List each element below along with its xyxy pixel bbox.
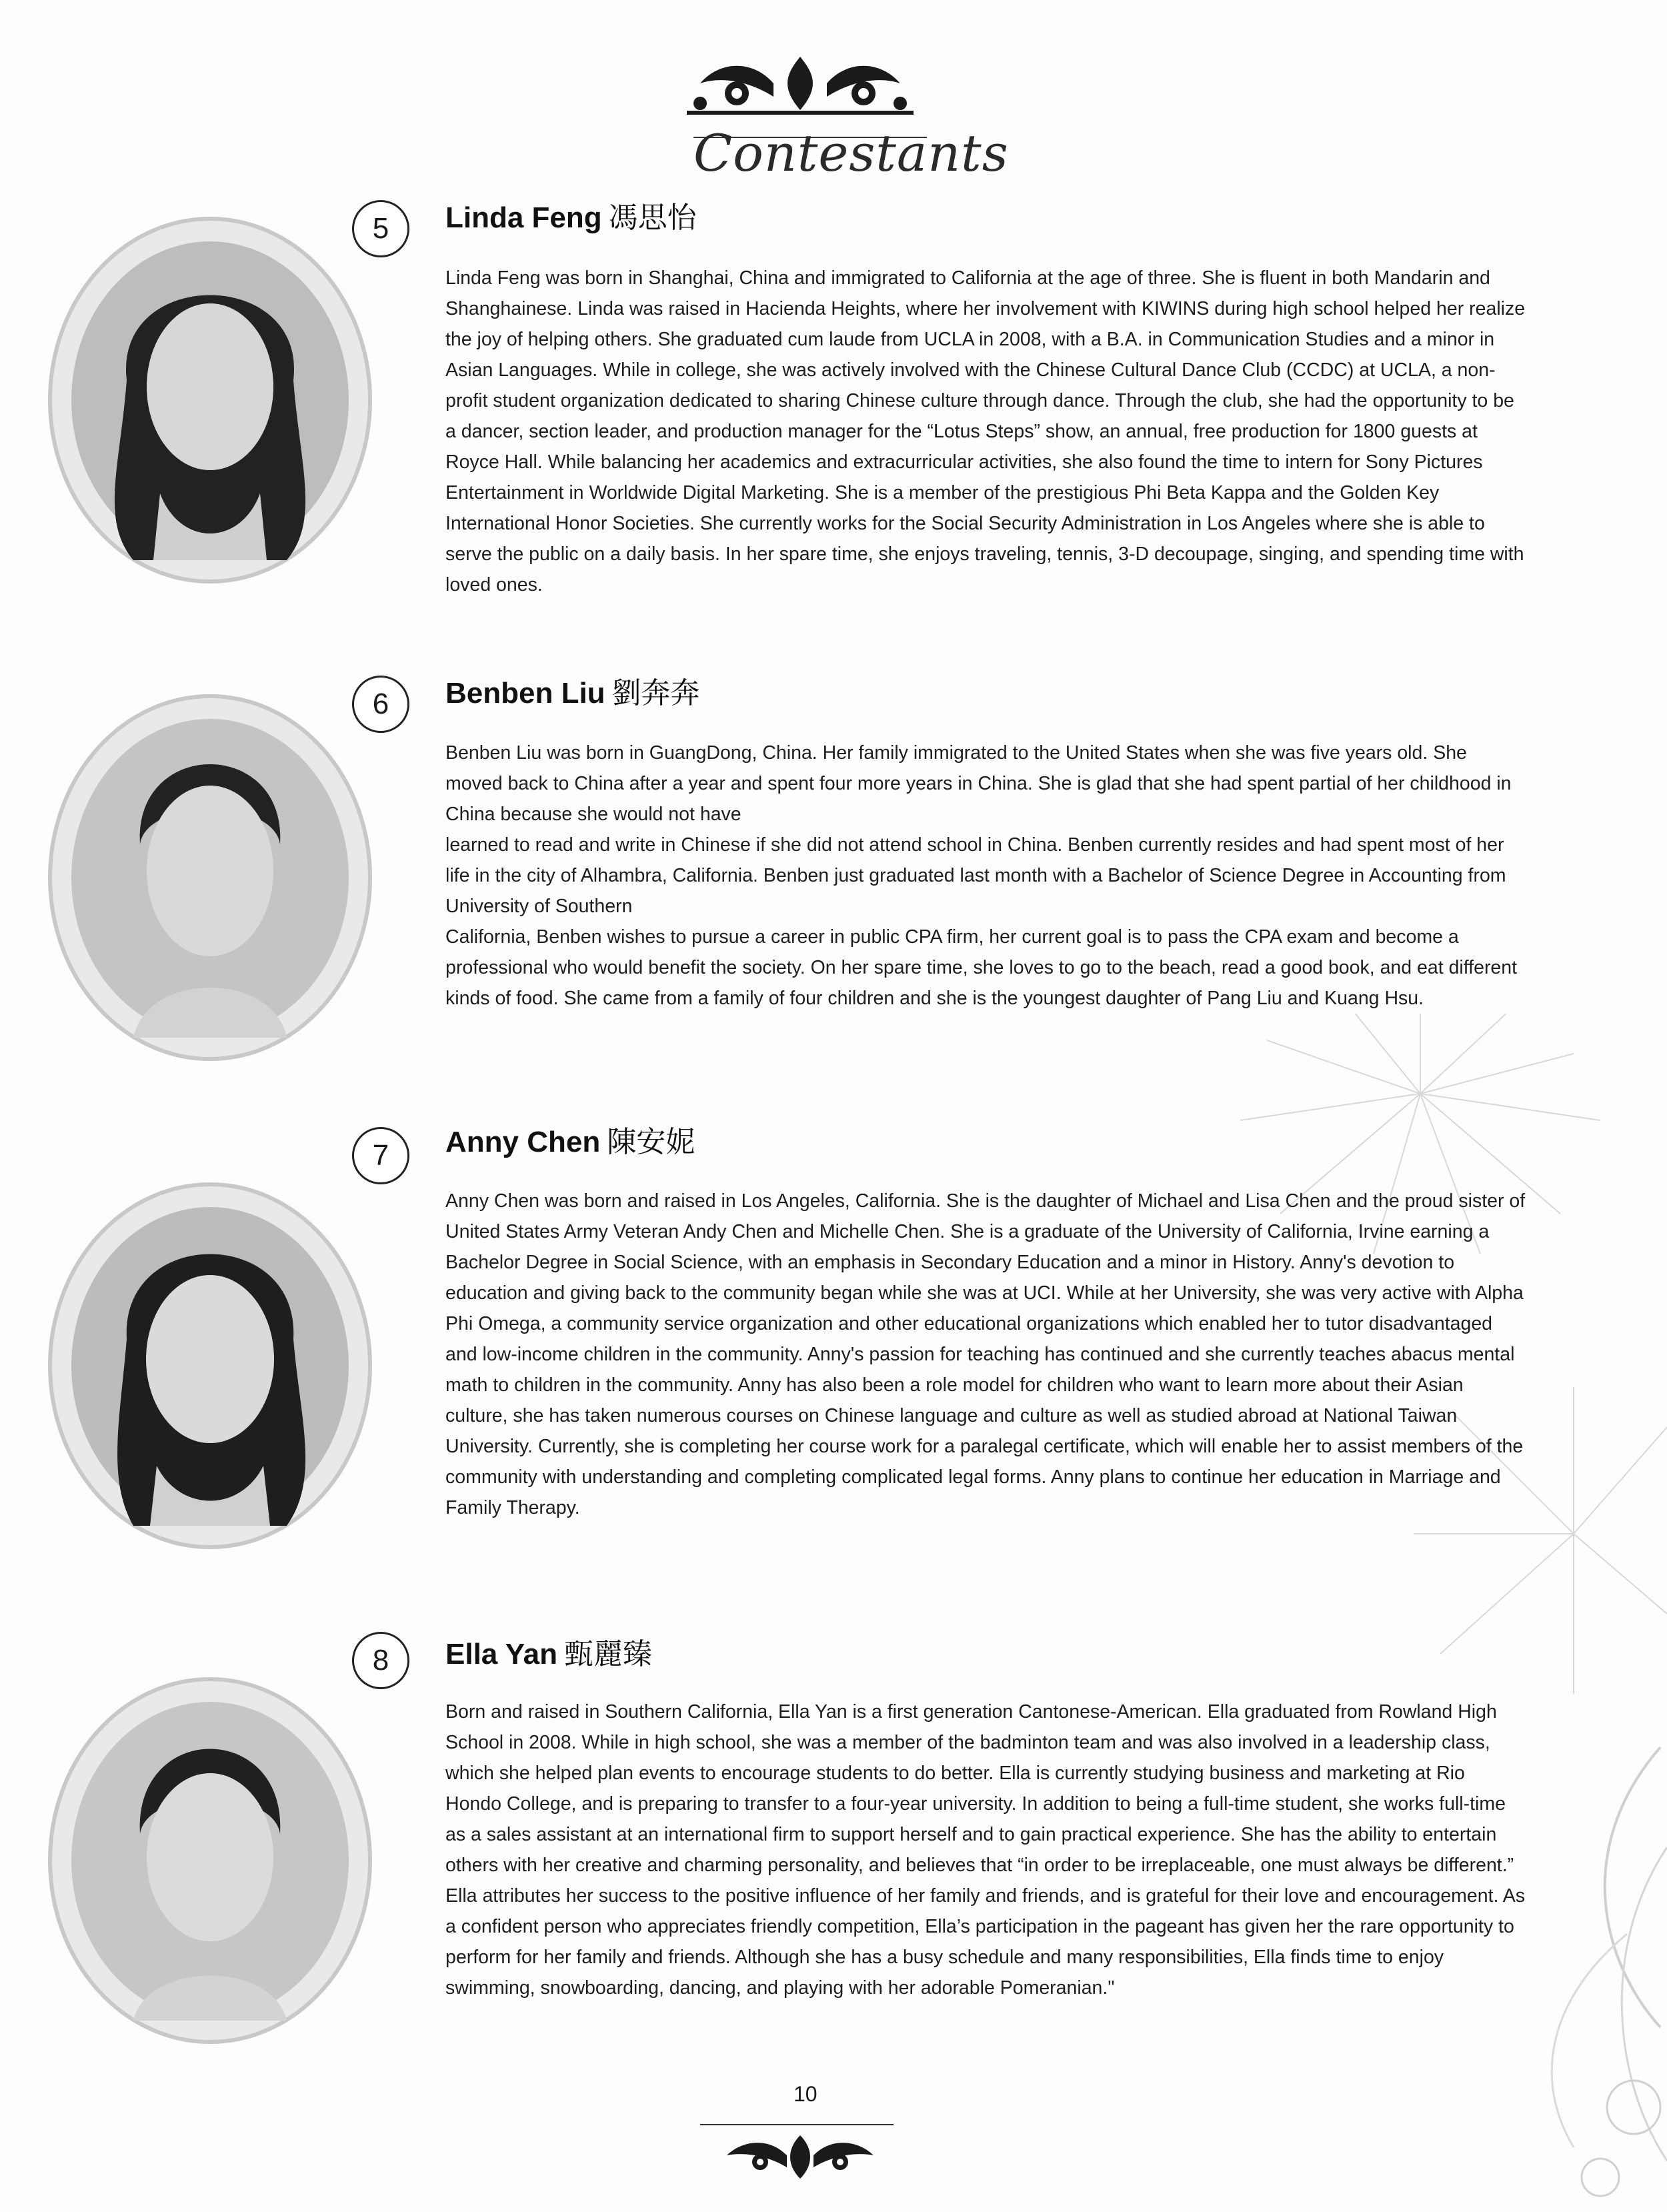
contestant-name bbox=[445, 193, 697, 236]
chinese-name: 陳安妮 bbox=[607, 1126, 695, 1158]
page-title: Contestants bbox=[693, 123, 1009, 183]
footer-rule bbox=[700, 2124, 894, 2125]
english-name: Ella Yan bbox=[445, 1638, 557, 1671]
english-name: Benben Liu bbox=[445, 677, 605, 710]
bio-paragraph: Linda Feng was born in Shanghai, China and immigrated to California at the age of three. She is fluent in both Mandarin and Shanghainese. Linda was raised in Hacienda Heights, where her involvement with KIWINS during high school helped her realize the joy of helping others. She graduated cum laude from UCLA in 2008, with a B.A. in Communication Studies and a minor in Asian Languages. While in college, she was actively involved with the Chinese Cultural Dance Club (CCDC) at UCLA, a non-profit student organization dedicated to sharing Chinese culture through dance. Through the club, she had the opportunity to be a dancer, section leader, and production manager for the “Lotus Steps” show, an annual, free production for 1800 guests at Royce Hall. While balancing her academics and extracurricular activities, she also found the time to intern for Sony Pictures Entertainment in Worldwide Digital Marketing. She is a member of the prestigious Phi Beta Kappa and the Golden Key International Honor Societies. She currently works for the Social Security Administration in Los Angeles where she is able to serve the public on a daily basis. In her spare time, she enjoys traveling, tennis, 3-D decoupage, singing, and spending time with loved ones. bbox=[445, 267, 1526, 596]
contestant-name bbox=[445, 1630, 652, 1673]
contestant-number-badge: 7 bbox=[352, 1127, 409, 1184]
contestant-bio bbox=[445, 1186, 1526, 1523]
contestant-photo bbox=[47, 1179, 373, 1552]
contestant-photo bbox=[47, 1674, 373, 2047]
contestant-number-badge: 5 bbox=[352, 200, 409, 257]
contestant-number-badge: 6 bbox=[352, 676, 409, 733]
bio-paragraph: Born and raised in Southern California, Ella Yan is a first generation Cantonese-American. Ella graduated from Rowland High School in 2008. While in high school, she was a member of the badminton team and was also involved in a leadership class, which she helped plan events to encourage students to do better. Ella is currently studying business and marketing at Rio Hondo College, and is preparing to transfer to a four-year university. In addition to being a full-time student, she works full-time as a sales assistant at an international firm to support herself and to gain practical experience. She has the ability to entertain others with her creative and charming personality, and believes that “in order to be irreplaceable, one must always be different.” Ella attributes her success to the positive influence of her family and friends, and is grateful for their love and encouragement. As a confident person who appreciates friendly competition, Ella’s participation in the pageant has given her the rare opportunity to perform for her family and friends. Although she has a busy schedule and many responsibilities, Ella finds time to enjoy swimming, snowboarding, dancing, and playing with her adorable Pomeranian." bbox=[445, 1701, 1526, 1999]
top-ornament-icon bbox=[673, 47, 927, 120]
contestant-number-badge: 8 bbox=[352, 1632, 409, 1689]
bio-paragraph: Anny Chen was born and raised in Los Angeles, California. She is the daughter of Michael and Lisa Chen and the proud sister of United States Army Veteran Andy Chen and Michelle Chen. She is a graduate of the University of California, Irvine earning a Bachelor Degree in Social Science, with an emphasis in Secondary Education and a minor in History. Anny's devotion to education and giving back to the community began while she was at UCI. While at her University, she was very active with Alpha Phi Omega, a community service organization and other educational organizations which enabled her to tutor disadvantaged and low-income children in the community. Anny's passion for teaching has continued and she currently teaches abacus mental math to children in the community. Anny has also been a role model for children who want to learn more about their Asian culture, she has taken numerous courses on Chinese language and culture as well as studied abroad at National Taiwan University. Currently, she is completing her course work for a paralegal certificate, which will enable her to assist members of the community with understanding and completing complicated legal forms. Anny plans to continue her education in Marriage and Family Therapy. bbox=[445, 1190, 1526, 1518]
contestant-name bbox=[445, 1118, 695, 1160]
contestant-bio bbox=[445, 738, 1526, 1014]
page-number: 10 bbox=[793, 2082, 817, 2106]
bio-paragraph: learned to read and write in Chinese if she did not attend school in China. Benben currently resides and had spent most of her life in the city of Alhambra, California. Benben just graduated last month with a Bachelor of Science Degree in Accounting from University of Southern bbox=[445, 834, 1506, 917]
bio-paragraph: Benben Liu was born in GuangDong, China. Her family immigrated to the United States when she was five years old. She moved back to China after a year and spent four more years in China. She is glad that she had spent partial of her childhood in China because she would not have bbox=[445, 742, 1512, 825]
bio-paragraph: California, Benben wishes to pursue a career in public CPA firm, her current goal is to pass the CPA exam and become a professional who would benefit the society. On her spare time, she loves to go to the beach, read a good book, and eat different kinds of food. She came from a family of four children and she is the youngest daughter of Pang Liu and Kuang Hsu. bbox=[445, 926, 1518, 1009]
bottom-ornament-icon bbox=[720, 2129, 880, 2182]
chinese-name: 甄麗臻 bbox=[563, 1638, 652, 1671]
contestant-bio bbox=[445, 1697, 1526, 2003]
contestant-name bbox=[445, 669, 700, 712]
chinese-name: 馮思怡 bbox=[608, 201, 697, 234]
chinese-name: 劉奔奔 bbox=[611, 677, 700, 710]
contestant-photo bbox=[47, 691, 373, 1064]
contestant-bio bbox=[445, 263, 1526, 600]
english-name: Linda Feng bbox=[445, 201, 602, 234]
english-name: Anny Chen bbox=[445, 1126, 601, 1158]
contestant-photo bbox=[47, 213, 373, 587]
